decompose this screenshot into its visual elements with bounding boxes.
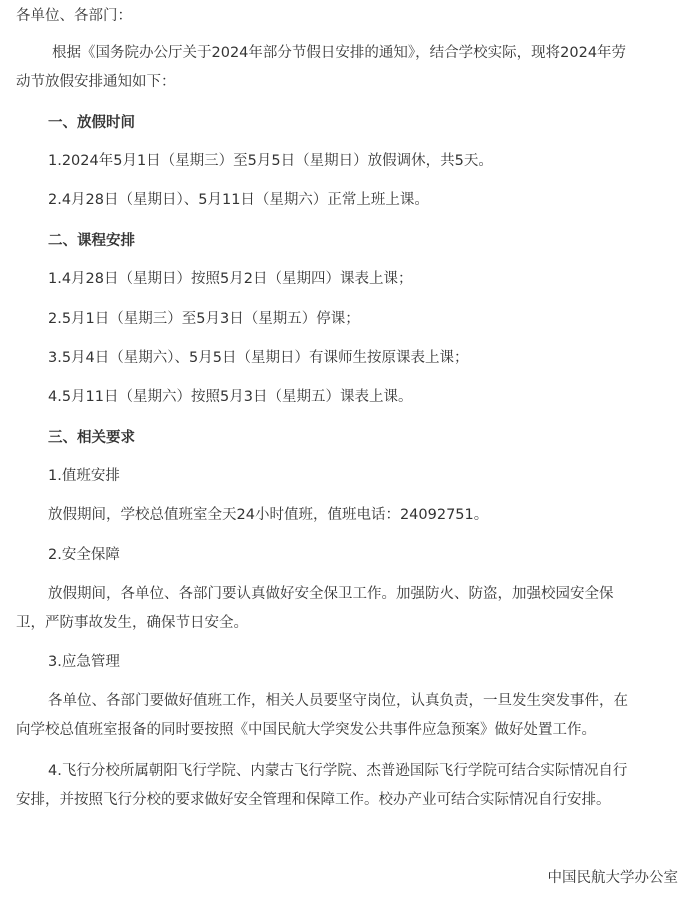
holiday-item-1: 1.2024年5月1日（星期三）至5月5日（星期日）放假调休，共5天。 xyxy=(48,153,493,169)
flight-school-line-1: 4.飞行分校所属朝阳飞行学院、内蒙古飞行学院、杰普逊国际飞行学院可结合实际情况自行 xyxy=(48,763,628,779)
holiday-item-2: 2.4月28日（星期日）、5月11日（星期六）正常上班上课。 xyxy=(48,192,429,208)
course-item-1: 1.4月28日（星期日）按照5月2日（星期四）课表上课； xyxy=(48,271,413,287)
duty-title: 1.值班安排 xyxy=(48,468,120,484)
flight-school-line-2: 安排，并按照飞行分校的要求做好安全管理和保障工作。校办产业可结合实际情况自行安排。 xyxy=(16,792,611,808)
emergency-text-line-2: 向学校总值班室报备的同时要按照《中国民航大学突发公共事件应急预案》做好处置工作。 xyxy=(16,722,596,738)
safety-title: 2.安全保障 xyxy=(48,547,120,563)
emergency-title: 3.应急管理 xyxy=(48,654,120,670)
section-heading-holiday: 一、放假时间 xyxy=(48,115,135,131)
duty-text: 放假期间，学校总值班室全天24小时值班，值班电话：24092751。 xyxy=(48,507,489,523)
course-item-4: 4.5月11日（星期六）按照5月3日（星期五）课表上课。 xyxy=(48,389,413,405)
intro-line-2: 动节放假安排通知如下： xyxy=(16,74,176,90)
course-item-2: 2.5月1日（星期三）至5月3日（星期五）停课； xyxy=(48,311,360,327)
intro-line-1: 根据《国务院办公厅关于2024年部分节假日安排的通知》，结合学校实际，现将2024年劳 xyxy=(52,45,627,61)
safety-text-line-2: 卫，严防事故发生，确保节日安全。 xyxy=(16,615,248,631)
salutation: 各单位、各部门： xyxy=(16,8,132,24)
emergency-text-line-1: 各单位、各部门要做好值班工作，相关人员要坚守岗位，认真负责，一旦发生突发事件，在 xyxy=(48,693,628,709)
section-heading-requirements: 三、相关要求 xyxy=(48,430,135,446)
safety-text-line-1: 放假期间，各单位、各部门要认真做好安全保卫工作。加强防火、防盗，加强校园安全保 xyxy=(48,586,614,602)
signature: 中国民航大学办公室 xyxy=(547,870,678,886)
section-heading-courses: 二、课程安排 xyxy=(48,233,135,249)
course-item-3: 3.5月4日（星期六）、5月5日（星期日）有课师生按原课表上课； xyxy=(48,350,469,366)
